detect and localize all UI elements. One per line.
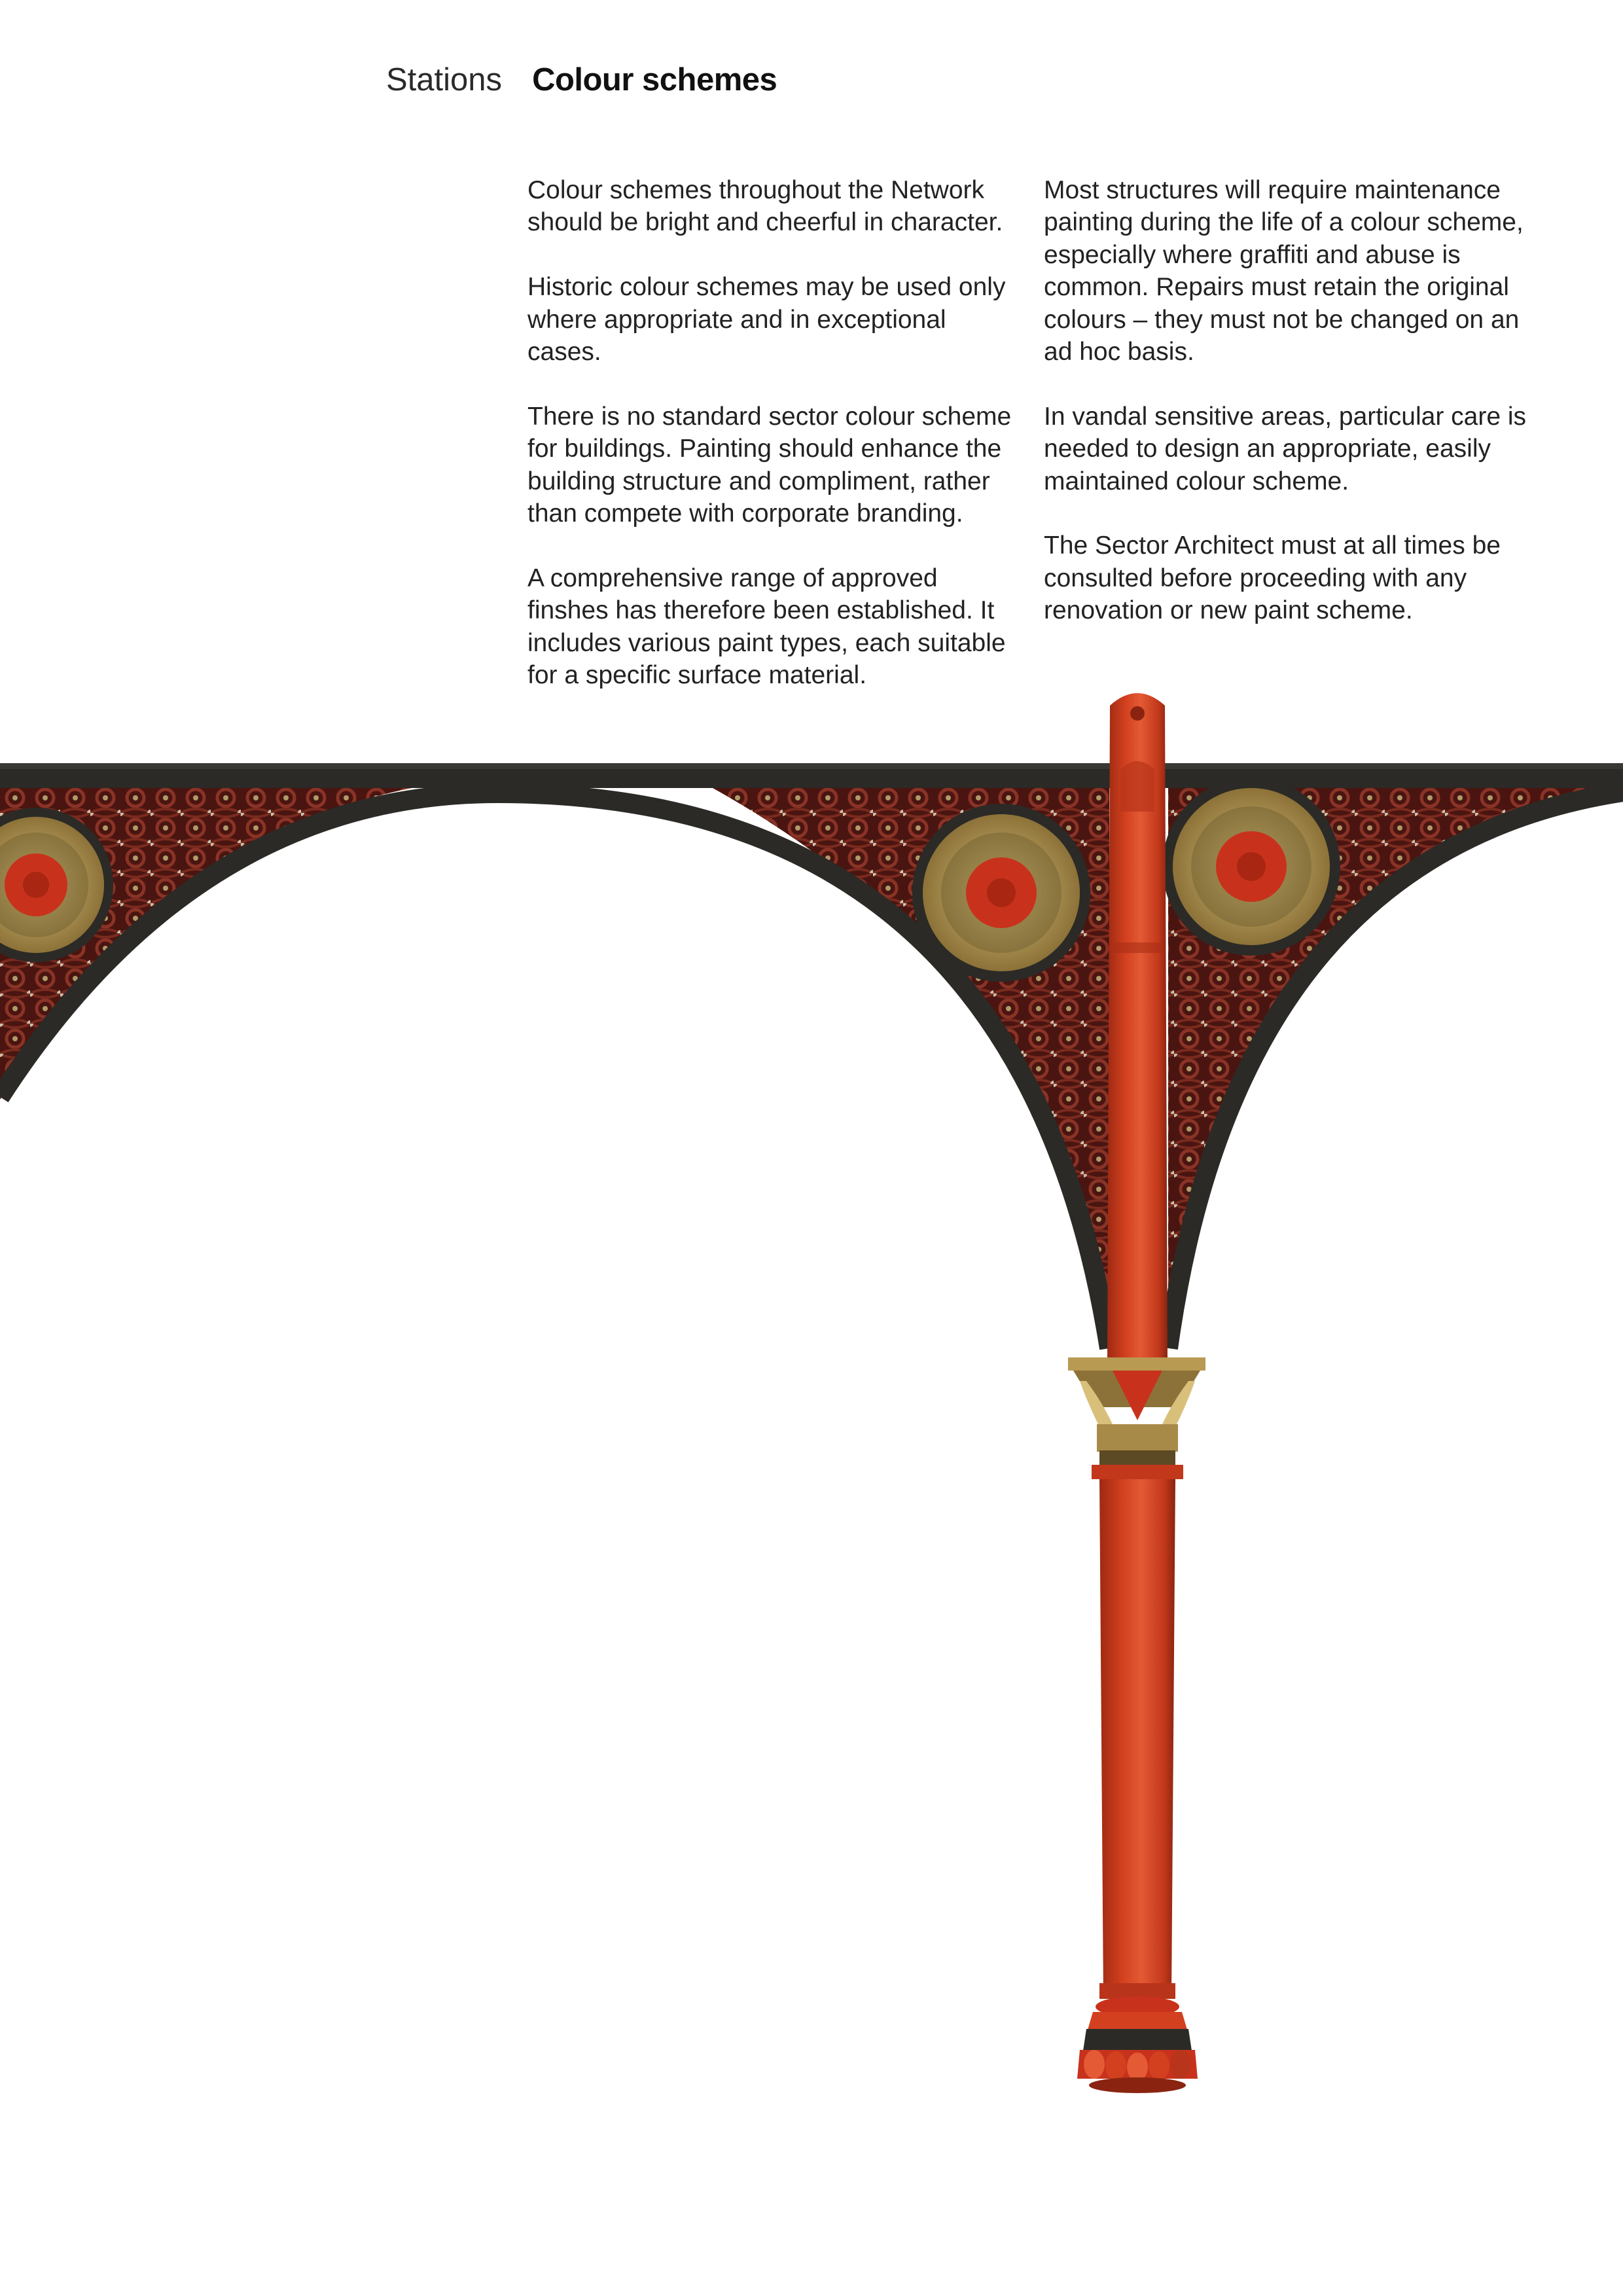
paragraph: Historic colour schemes may be used only where appropriate and in exceptional cases. bbox=[527, 273, 1006, 367]
paragraph: The Sector Architect must at all times be consulted before proceeding with any renovation or new paint scheme. bbox=[1044, 531, 1501, 625]
column-base bbox=[1077, 1996, 1198, 2093]
section-label: Stations bbox=[386, 62, 503, 98]
paragraph: Most structures will require maintenance painting during the life of a colour scheme, especially where graffiti and abuse is common. Repairs must retain the original colours – they must not be changed on an ad hoc basis. bbox=[1044, 176, 1524, 367]
page-title: Colour schemes bbox=[532, 62, 777, 98]
column-capital bbox=[1068, 1357, 1205, 1465]
paragraph: In vandal sensitive areas, particular care is needed to design an appropriate, easily maintained colour scheme. bbox=[1044, 402, 1527, 495]
paragraph: Colour schemes throughout the Network should be bright and cheerful in character. bbox=[527, 176, 1003, 237]
right-roundel bbox=[1162, 778, 1340, 956]
column-upper-shaft bbox=[1107, 693, 1168, 1361]
top-beam bbox=[0, 768, 1623, 788]
paragraph: A comprehensive range of approved finshes has therefore been established. It includes various paint types, each suitable for a specific surface material. bbox=[527, 564, 1006, 690]
center-roundel bbox=[912, 804, 1090, 982]
paragraph: There is no standard sector colour scheme for buildings. Painting should enhance the building structure and compliment, rather than compete with corporate branding. bbox=[527, 402, 1012, 528]
column-lower-shaft bbox=[1092, 1465, 1183, 1999]
